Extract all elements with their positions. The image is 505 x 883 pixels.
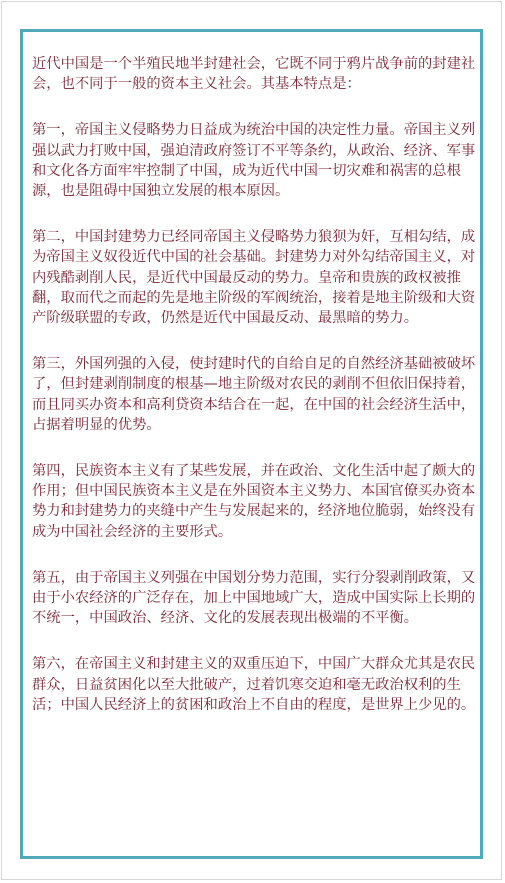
point-three-paragraph: 第三，外国列强的入侵，使封建时代的自给自足的自然经济基础被破坏了，但封建剥削制度的根基—地主阶级对农民的剥削不但依旧保持着，而且同买办资本和高利贷资本结合在一起，在中国的社会经济生活中，占据着明显的优势。	[32, 356, 476, 433]
point-five-paragraph: 第五，由于帝国主义列强在中国划分势力范围，实行分裂剥削政策，又由于小农经济的广泛存在，加上中国地域广大，造成中国实际上长期的不统一，中国政治、经济、文化的发展表现出极端的不平衡。	[32, 569, 476, 627]
point-two-paragraph: 第二，中国封建势力已经同帝国主义侵略势力狼狈为奸，互相勾结，成为帝国主义奴役近代中国的社会基础。封建势力对外勾结帝国主义，对内残酷剥削人民，是近代中国最反动的势力。皇帝和贵族的政权被推翻，取而代之而起的先是地主阶级的军阀统治，接着是地主阶级和大资产阶级联盟的专政，仍然是近代中国最反动、最黑暗的势力。	[32, 229, 476, 327]
point-one-paragraph: 第一，帝国主义侵略势力日益成为统治中国的决定性力量。帝国主义列强以武力打败中国，强迫清政府签订不平等条约，从政治、经济、军事和文化各方面牢牢控制了中国，成为近代中国一切灾难和祸害的总根源，也是阻碍中国独立发展的根本原因。	[32, 122, 476, 200]
text-card	[20, 29, 483, 859]
point-six-paragraph: 第六，在帝国主义和封建主义的双重压迫下，中国广大群众尤其是农民群众，日益贫困化以至大批破产，过着饥寒交迫和毫无政治权利的生活；中国人民经济上的贫困和政治上不自由的程度，是世界上少见的。	[32, 656, 476, 713]
intro-paragraph: 近代中国是一个半殖民地半封建社会，它既不同于鸦片战争前的封建社会，也不同于一般的资本主义社会。其基本特点是：	[32, 56, 476, 93]
point-four-paragraph: 第四，民族资本主义有了某些发展，并在政治、文化生活中起了颇大的作用；但中国民族资本主义是在外国资本主义势力、本国官僚买办资本势力和封建势力的夹缝中产生与发展起来的，经济地位脆弱，始终没有成为中国社会经济的主要形式。	[32, 463, 476, 540]
